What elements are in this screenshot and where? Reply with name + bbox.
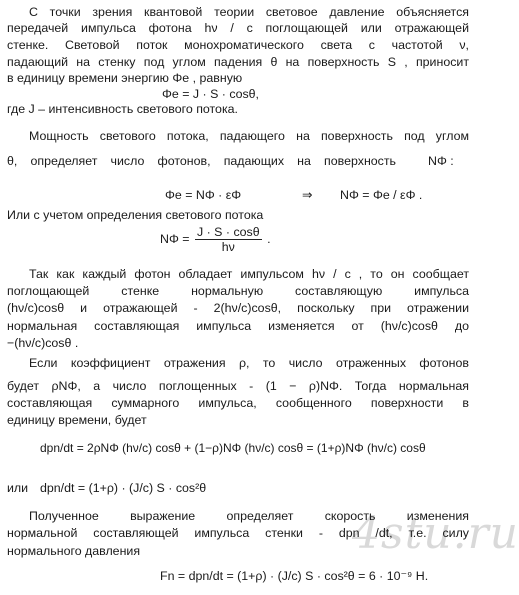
text-line: единицу времени, будет: [7, 413, 147, 427]
equation-power-right: NΦ = Φe / εΦ .: [340, 188, 423, 202]
eq3-end: .: [267, 231, 271, 246]
eq3-lhs: NΦ =: [160, 231, 190, 246]
or-label: или: [7, 481, 29, 495]
text-line: падающий на стенку под углом падения θ на поверхность S , приносит: [7, 55, 469, 69]
text-line: нормального давления: [7, 544, 141, 558]
text-line: передачей импульса фотона hν / c поглощающей или отражающей: [7, 21, 469, 35]
text-line: в единицу времени энергию Φe , равную: [7, 71, 243, 85]
equation-energy: Φe = J · S · cosθ,: [162, 87, 259, 101]
implies-arrow: ⇒: [302, 188, 313, 202]
text-line: Мощность светового потока, падающего на поверхность под углом: [29, 129, 469, 143]
fraction-denominator: hν: [221, 240, 235, 254]
text-line: будет ρNΦ, а число поглощенных - (1 − ρ)NΦ. Тогда нормальная: [7, 379, 469, 393]
equation-pressure-force: Fn = dpn/dt = (1+ρ) · (J/c) S · cos²θ = 6 · 10⁻⁹ H.: [160, 569, 429, 583]
text-line: Полученное выражение определяет скорость изменения: [29, 509, 469, 523]
fraction-numerator: J · S · cosθ: [196, 225, 260, 239]
watermark-logo: 4stu.ru: [352, 508, 519, 559]
text-line: поглощающей стенке нормальную составляющую импульса: [7, 284, 469, 298]
equation-power-left: Φe = NΦ · εΦ: [165, 188, 242, 202]
text-line: где J – интенсивность светового потока.: [7, 102, 238, 116]
text-line: −(hν/c)cosθ .: [7, 336, 79, 350]
text-line: Или с учетом определения светового потока: [7, 208, 264, 222]
text-line: нормальная составляющая импульса изменяется от (hν/c)cosθ до: [7, 319, 469, 333]
equation-momentum-rate: dpn/dt = 2ρNΦ (hν/c) cosθ + (1−ρ)NΦ (hν/c) cosθ = (1+ρ)NΦ (hν/c) cosθ: [40, 441, 426, 455]
text-line: (hν/c)cosθ и отражающей - 2(hν/c)cosθ, поскольку при отражении: [7, 301, 469, 315]
text-line: Если коэффициент отражения ρ, то число отраженных фотонов: [29, 356, 469, 370]
text-line: С точки зрения квантовой теории световое давление объясняется: [29, 5, 469, 19]
equation-momentum-simplified: dpn/dt = (1+ρ) · (J/c) S · cos²θ: [40, 481, 207, 495]
text-line: составляющая суммарного импульса, сообщенного поверхности в: [7, 396, 469, 410]
text-line: θ, определяет число фотонов, падающих на поверхность: [7, 154, 396, 168]
text-line: Так как каждый фотон обладает импульсом hν / c , то он сообщает: [29, 267, 469, 281]
text-line: стенке. Световой поток монохроматического света с частотой ν,: [7, 38, 469, 52]
photon-count-symbol: NΦ :: [428, 154, 454, 168]
fraction: [195, 225, 262, 254]
equation-photon-count: [160, 225, 271, 254]
text-line: нормальной составляющей импульса стенки - dpn /dt, т.е. силу: [7, 526, 469, 540]
